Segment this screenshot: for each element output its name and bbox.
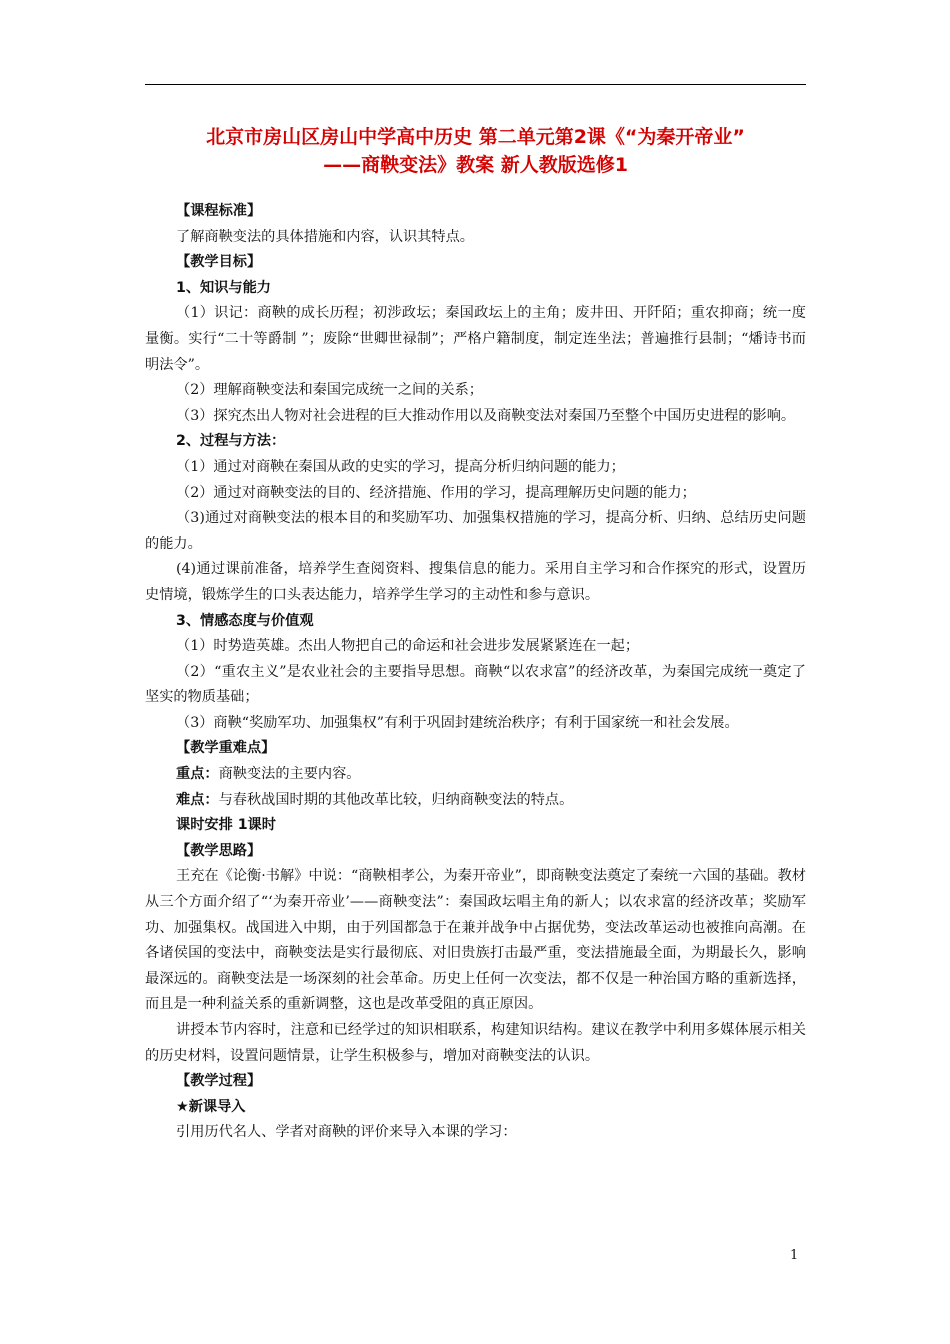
goal1-item: （2）理解商鞅变法和秦国完成统一之间的关系； (176, 382, 483, 399)
goal1-item: （1）识记：商鞅的成长历程；初涉政坛；秦国政坛上的主角；废井田、开阡陌；重农抑商；统一度量衡。实行“二十等爵制 ”；废除“世卿世禄制”；严格户籍制度，制定连坐法；普遍推行县制；“燔诗书而明法令”。 (145, 305, 806, 373)
teaching-idea-paragraph: 王充在《论衡·书解》中说：“商鞅相孝公，为秦开帝业”，即商鞅变法奠定了秦统一六国的基础。教材从三个方面介绍了“‘为秦开帝业’——商鞅变法”：秦国政坛唱主角的新人；以农求富的经济改革；奖励军功、加强集权。战国进入中期，由于列国都急于在兼并战争中占据优势，变法改革运动也被推向高潮。在各诸侯国的变法中，商鞅变法是实行最彻底、对旧贵族打击最严重，变法措施最全面，为期最长久，影响最深远的。商鞅变法是一场深刻的社会革命。历史上任何一次变法，都不仅是一种治国方略的重新选择，而且是一种利益关系的重新调整，这也是改革受阻的真正原因。 (145, 868, 806, 1013)
goal2-item: （1）通过对商鞅在秦国从政的史实的学习，提高分析归纳问题的能力； (176, 458, 625, 475)
section-heading-teaching-process: 【教学过程】 (176, 1073, 262, 1090)
section-heading-goals: 【教学目标】 (176, 254, 262, 271)
goal2-item: (4)通过课前准备，培养学生查阅资料、搜集信息的能力。采用自主学习和合作探究的形式，设置历史情境，锻炼学生的口头表达能力，培养学生学习的主动性和参与意识。 (145, 561, 806, 603)
goal3-item: （3）商鞅“奖励军功、加强集权”有利于巩固封建统治秩序；有利于国家统一和社会发展。 (176, 714, 739, 731)
goal3-item: （2）“重农主义”是农业社会的主要指导思想。商鞅“以农求富”的经济改革，为秦国完成统一奠定了坚实的物质基础； (145, 663, 806, 706)
key-point-label: 重点： (176, 766, 219, 783)
subheading-values: 3、情感态度与价值观 (176, 612, 314, 629)
subheading-knowledge: 1、知识与能力 (176, 279, 271, 296)
key-point-line (145, 762, 806, 788)
difficulty-label: 难点： (176, 791, 219, 808)
document-body (145, 199, 806, 1146)
difficulty-line (145, 788, 806, 814)
difficulty-text: 与春秋战国时期的其他改革比较，归纳商鞅变法的特点。 (218, 791, 574, 808)
document-title-line-2: ——商鞅变法》教案 新人教版选修1 (323, 154, 628, 176)
intro-text: 引用历代名人、学者对商鞅的评价来导入本课的学习： (176, 1124, 517, 1141)
goal1-item: （3）探究杰出人物对社会进程的巨大推动作用以及商鞅变法对秦国乃至整个中国历史进程的影响。 (176, 407, 796, 424)
teaching-idea-paragraph: 讲授本节内容时，注意和已经学过的知识相联系，构建知识结构。建议在教学中利用多媒体展示相关的历史材料，设置问题情景，让学生积极参与，增加对商鞅变法的认识。 (145, 1022, 806, 1064)
section-heading-teaching-idea: 【教学思路】 (176, 842, 262, 859)
key-point-text: 商鞅变法的主要内容。 (218, 766, 361, 783)
class-hours: 课时安排 1课时 (176, 817, 276, 834)
header-rule (145, 84, 806, 85)
goal2-item: （3)通过对商鞅变法的根本目的和奖励军功、加强集权措施的学习，提高分析、归纳、总结历史问题的能力。 (145, 510, 806, 552)
document-title-line-1: 北京市房山区房山中学高中历史 第二单元第2课《“为秦开帝业” (206, 126, 745, 148)
goal2-item: （2）通过对商鞅变法的目的、经济措施、作用的学习，提高理解历史问题的能力； (176, 484, 696, 501)
section-heading-standard: 【课程标准】 (176, 203, 262, 219)
standard-text: 了解商鞅变法的具体措施和内容，认识其特点。 (176, 228, 474, 245)
section-heading-key-points: 【教学重难点】 (176, 740, 276, 757)
goal3-item: （1）时势造英雄。杰出人物把自己的命运和社会进步发展紧紧连在一起； (176, 638, 640, 655)
subheading-new-lesson-intro: ★新课导入 (176, 1098, 246, 1115)
page-number: 1 (790, 1248, 799, 1263)
subheading-process-method: 2、过程与方法： (176, 433, 286, 450)
